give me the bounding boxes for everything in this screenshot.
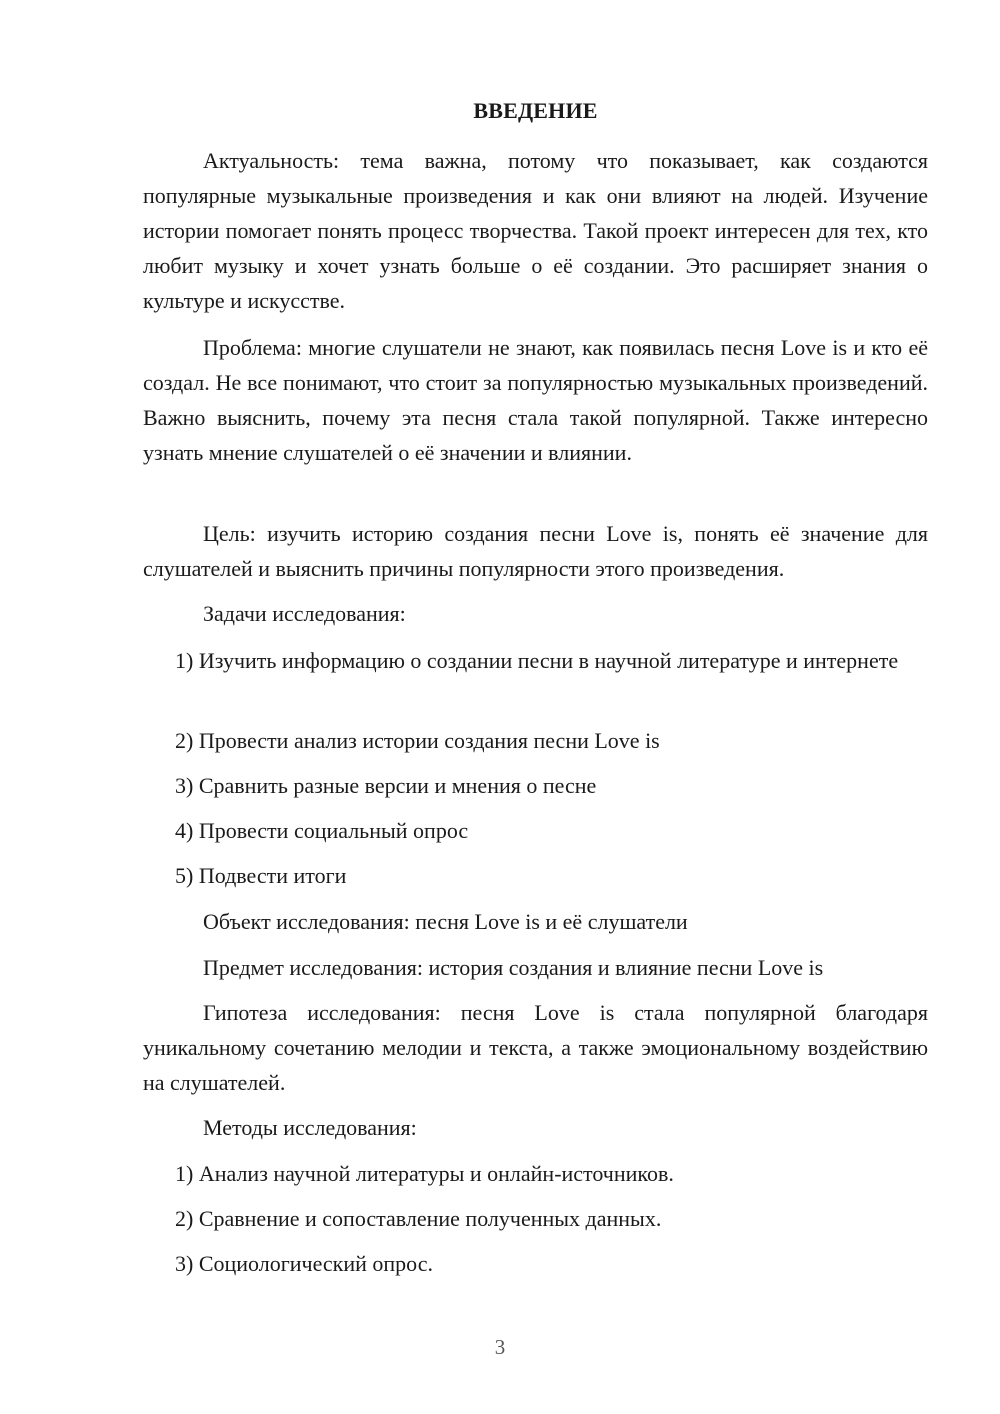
research-subject: Предмет исследования: история создания и влияние песни Love is [203, 955, 824, 980]
method-item: 3) Социологический опрос. [175, 1251, 433, 1276]
relevance-paragraph: Актуальность: тема важна, потому что показывает, как создаются популярные музыкальные произведения и как они влияют на людей. Изучение истории помогает понять процесс творчества. Такой проект интересен для тех, кто любит музыку и хочет узнать больше о её создании. Это расширяет знания о культуре и искусстве. [143, 148, 928, 313]
method-item: 1) Анализ научной литературы и онлайн-источников. [175, 1161, 674, 1186]
task-item: 2) Провести анализ истории создания песни Love is [175, 728, 660, 753]
task-item: 4) Провести социальный опрос [175, 818, 469, 843]
task-item: 3) Сравнить разные версии и мнения о песне [175, 773, 597, 798]
goal-paragraph: Цель: изучить историю создания песни Love is, понять её значение для слушателей и выяснить причины популярности этого произведения. [143, 521, 928, 581]
method-item: 2) Сравнение и сопоставление полученных данных. [175, 1206, 662, 1231]
hypothesis-paragraph: Гипотеза исследования: песня Love is стала популярной благодаря уникальному сочетанию мелодии и текста, а также эмоциональному воздействию на слушателей. [143, 1000, 928, 1095]
task-item: 1) Изучить информацию о создании песни в научной литературе и интернете [175, 648, 899, 673]
section-title: ВВЕДЕНИЕ [473, 98, 598, 123]
page-number: 3 [494, 1335, 506, 1359]
tasks-heading: Задачи исследования: [203, 601, 406, 626]
research-object: Объект исследования: песня Love is и её слушатели [203, 909, 688, 934]
problem-paragraph: Проблема: многие слушатели не знают, как появилась песня Love is и кто её создал. Не все понимают, что стоит за популярностью музыкальных произведений. Важно выяснить, почему эта песня стала такой популярной. Также интересно узнать мнение слушателей о её значении и влиянии. [143, 335, 928, 465]
methods-heading: Методы исследования: [203, 1115, 417, 1140]
task-item: 5) Подвести итоги [175, 863, 347, 888]
